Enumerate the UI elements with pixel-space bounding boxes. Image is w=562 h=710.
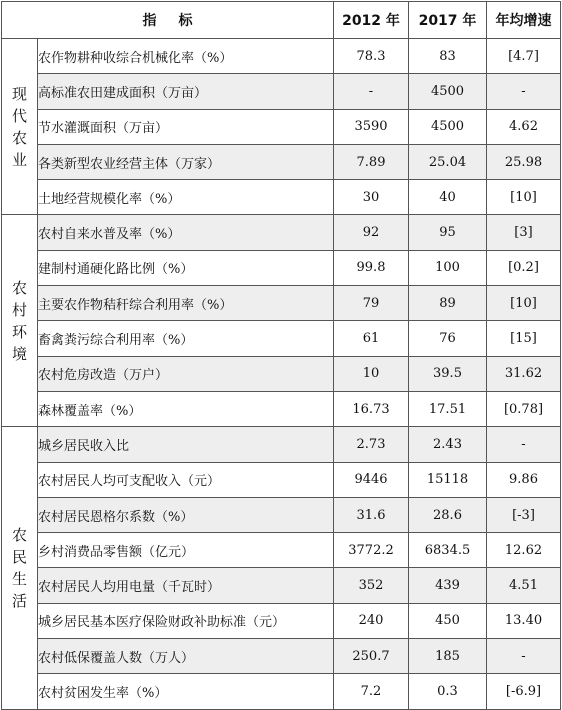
indicator-cell: 各类新型农业经营主体（万家） [38,144,334,179]
table-row [2,356,561,391]
value-2012-cell: 7.89 [334,144,409,179]
value-2017-cell: 28.6 [409,497,487,532]
header-2017: 2017 年 [409,2,487,39]
indicator-cell: 森林覆盖率（%） [38,391,334,426]
growth-cell: 25.98 [487,144,561,179]
table-row [2,144,561,179]
value-2012-cell: 3772.2 [334,533,409,568]
value-2017-cell: 100 [409,250,487,285]
indicator-table [1,1,561,710]
indicator-cell: 农村自来水普及率（%） [38,215,334,250]
value-2017-cell: 450 [409,603,487,638]
value-2017-cell: 2.43 [409,427,487,462]
indicator-cell: 农村居民恩格尔系数（%） [38,497,334,532]
value-2012-cell: 16.73 [334,391,409,426]
header-2012: 2012 年 [334,2,409,39]
value-2012-cell: 9446 [334,462,409,497]
value-2012-cell: 61 [334,321,409,356]
growth-cell: [4.7] [487,39,561,74]
value-2012-cell: 250.7 [334,639,409,674]
value-2012-cell: 92 [334,215,409,250]
value-2017-cell: 185 [409,639,487,674]
group-label-cell [2,427,38,709]
growth-cell: - [487,74,561,109]
group-label: 农民生活 [11,525,27,610]
table-row [2,74,561,109]
indicator-cell: 畜禽粪污综合利用率（%） [38,321,334,356]
value-2012-cell: 7.2 [334,674,409,709]
growth-cell: [10] [487,180,561,215]
growth-cell: 9.86 [487,462,561,497]
value-2012-cell: 352 [334,568,409,603]
indicator-cell: 高标准农田建成面积（万亩） [38,74,334,109]
value-2012-cell: 10 [334,356,409,391]
growth-cell: [10] [487,286,561,321]
indicator-cell: 农村居民人均可支配收入（元） [38,462,334,497]
group-label-cell [2,215,38,427]
table-row [2,427,561,462]
value-2017-cell: 25.04 [409,144,487,179]
growth-cell: [-6.9] [487,674,561,709]
table-row [2,568,561,603]
value-2012-cell: 2.73 [334,427,409,462]
growth-cell: [15] [487,321,561,356]
value-2017-cell: 95 [409,215,487,250]
value-2017-cell: 439 [409,568,487,603]
growth-cell: [-3] [487,497,561,532]
table-row [2,286,561,321]
group-label: 现代农业 [11,84,27,169]
table-row [2,215,561,250]
growth-cell: - [487,427,561,462]
value-2017-cell: 0.3 [409,674,487,709]
growth-cell: [0.2] [487,250,561,285]
growth-cell: 4.62 [487,109,561,144]
value-2012-cell: 79 [334,286,409,321]
table-row [2,639,561,674]
value-2012-cell: 3590 [334,109,409,144]
value-2012-cell: 31.6 [334,497,409,532]
value-2017-cell: 4500 [409,109,487,144]
value-2017-cell: 83 [409,39,487,74]
group-label-cell [2,39,38,215]
indicator-cell: 节水灌溉面积（万亩） [38,109,334,144]
group-label: 农村环境 [11,278,27,363]
indicator-cell: 土地经营规模化率（%） [38,180,334,215]
value-2017-cell: 40 [409,180,487,215]
indicator-cell: 农作物耕种收综合机械化率（%） [38,39,334,74]
growth-cell: [3] [487,215,561,250]
table-row [2,391,561,426]
table-body [2,39,561,710]
growth-cell: 12.62 [487,533,561,568]
growth-cell: 4.51 [487,568,561,603]
table-row [2,462,561,497]
table-row [2,603,561,638]
value-2017-cell: 39.5 [409,356,487,391]
value-2017-cell: 6834.5 [409,533,487,568]
table-row [2,39,561,74]
value-2017-cell: 17.51 [409,391,487,426]
table-row [2,674,561,709]
table-row [2,321,561,356]
header-growth: 年均增速 [487,2,561,39]
value-2012-cell: 99.8 [334,250,409,285]
indicator-cell: 城乡居民基本医疗保险财政补助标准（元） [38,603,334,638]
indicator-cell: 建制村通硬化路比例（%） [38,250,334,285]
value-2012-cell: - [334,74,409,109]
table-row [2,497,561,532]
value-2012-cell: 240 [334,603,409,638]
indicator-cell: 城乡居民收入比 [38,427,334,462]
indicator-cell: 农村贫困发生率（%） [38,674,334,709]
growth-cell: - [487,639,561,674]
value-2017-cell: 4500 [409,74,487,109]
indicator-cell: 乡村消费品零售额（亿元） [38,533,334,568]
indicator-cell: 农村居民人均用电量（千瓦时） [38,568,334,603]
table-header-row [2,2,561,39]
value-2012-cell: 30 [334,180,409,215]
value-2012-cell: 78.3 [334,39,409,74]
value-2017-cell: 89 [409,286,487,321]
header-indicator: 指标 [2,2,334,39]
table-row [2,109,561,144]
indicator-cell: 主要农作物秸秆综合利用率（%） [38,286,334,321]
table-row [2,180,561,215]
growth-cell: 13.40 [487,603,561,638]
value-2017-cell: 15118 [409,462,487,497]
indicator-cell: 农村危房改造（万户） [38,356,334,391]
table-row [2,533,561,568]
growth-cell: [0.78] [487,391,561,426]
table-row [2,250,561,285]
growth-cell: 31.62 [487,356,561,391]
indicator-cell: 农村低保覆盖人数（万人） [38,639,334,674]
value-2017-cell: 76 [409,321,487,356]
